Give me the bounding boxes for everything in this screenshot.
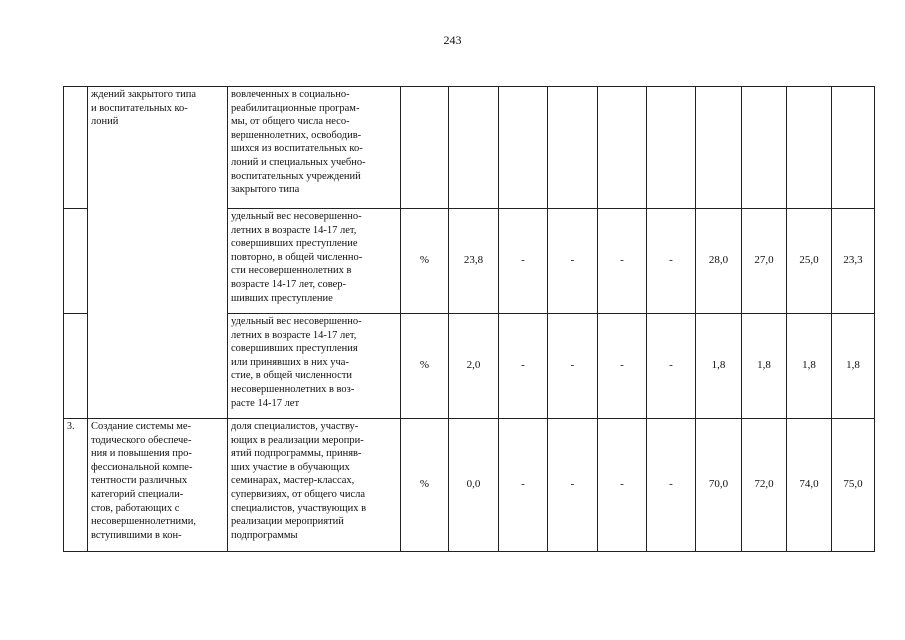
text-line: удельный вес несовершенно- [231,316,362,327]
value-cell [548,87,598,209]
page-number: 243 [443,33,462,47]
value-cell: - [598,419,647,552]
unit-cell: % [401,314,449,419]
text-line: Создание системы ме- [91,421,192,432]
value-cell: - [499,209,548,314]
text-line: вовлеченных в социально- [231,89,350,100]
value-cell [499,87,548,209]
value-cell [598,87,647,209]
unit-cell: % [401,209,449,314]
text-line: летних в возрасте 14-17 лет, [231,224,357,236]
value-cell: 27,0 [742,209,787,314]
text-line: ния и повышения про- [91,448,192,460]
indicator-cell [228,209,401,314]
text-line: совершивших преступления [231,343,358,355]
value-cell: - [548,209,598,314]
text-line: расте 14-17 лет [231,397,300,409]
text-line: воспитательных учреждений [231,170,361,182]
indicator-cell [228,419,401,552]
value-cell [696,87,742,209]
text-line: или принявших в них уча- [231,356,349,368]
value-cell: 1,8 [832,314,875,419]
value-cell: 1,8 [742,314,787,419]
text-line: реализации мероприятий [231,516,344,528]
value-cell: - [499,419,548,552]
value-cell: 25,0 [787,209,832,314]
value-cell: - [548,314,598,419]
indicators-table [63,86,875,552]
text-line: повторно, в общей численно- [231,251,363,263]
text-line: тодического обеспече- [91,434,192,446]
row-number-cell [64,87,88,209]
text-line: несовершеннолетних в воз- [231,383,355,395]
value-cell: - [548,419,598,552]
value-cell: 70,0 [696,419,742,552]
value-cell: 1,8 [696,314,742,419]
text-line: лоний и специальных учебно- [231,156,366,168]
text-line: стие, в общей численности [231,370,353,382]
value-cell: 2,0 [449,314,499,419]
text-line: мы, от общего числа несо- [231,116,350,128]
row-number-cell: 3. [64,419,88,552]
text-line: стов, работающих с [91,502,180,514]
text-line: летних в возрасте 14-17 лет, [231,329,357,341]
value-cell: - [647,419,696,552]
text-line: специалистов, участвующих в [231,502,367,514]
text-line: доля специалистов, участву- [231,421,359,432]
text-line: совершивших преступление [231,238,358,250]
table-row [64,87,875,209]
unit-cell: % [401,419,449,552]
value-cell: - [499,314,548,419]
text-line: ющих в реализации меропри- [231,434,364,446]
value-cell: 74,0 [787,419,832,552]
text-line: супервизиях, от общего числа [231,488,366,500]
text-line: возрасте 14-17 лет, совер- [231,278,347,290]
text-line: несовершеннолетними, [91,516,196,528]
text-line: тентности различных [91,475,188,487]
text-line: шихся из воспитательных ко- [231,143,363,155]
text-line: реабилитационные програм- [231,102,360,114]
value-cell: 75,0 [832,419,875,552]
value-cell: - [598,314,647,419]
value-cell [449,87,499,209]
value-cell: 28,0 [696,209,742,314]
value-cell: 72,0 [742,419,787,552]
text-line: ждений закрытого типа [91,89,197,100]
value-cell: 0,0 [449,419,499,552]
value-cell: 23,3 [832,209,875,314]
value-cell: - [647,314,696,419]
text-line: категорий специали- [91,488,184,500]
value-cell: - [598,209,647,314]
indicator-cell [228,314,401,419]
text-line: лоний [91,116,119,128]
value-cell: - [647,209,696,314]
text-line: удельный вес несовершенно- [231,211,362,222]
text-line: закрытого типа [231,184,300,196]
text-line: семинарах, мастер-классах, [231,475,355,487]
row-number-cell [64,314,88,419]
value-cell [647,87,696,209]
text-line: подпрограммы [231,529,298,541]
text-line: ятий подпрограммы, приняв- [231,448,362,460]
text-line: вершеннолетних, освободив- [231,129,362,141]
text-line: и воспитательных ко- [91,102,188,114]
text-line: фессиональной компе- [91,461,193,473]
value-cell [832,87,875,209]
value-cell: 1,8 [787,314,832,419]
table-row [64,419,875,552]
unit-cell [401,87,449,209]
value-cell: 23,8 [449,209,499,314]
activity-name-cell [88,419,228,552]
text-line: ших участие в обучающих [231,461,350,473]
activity-name-cell [88,87,228,419]
row-number-cell [64,209,88,314]
text-line: сти несовершеннолетних в [231,265,352,277]
value-cell [787,87,832,209]
text-line: вступившими в кон- [91,529,182,541]
text-line: шивших преступление [231,292,333,304]
indicator-cell [228,87,401,209]
value-cell [742,87,787,209]
